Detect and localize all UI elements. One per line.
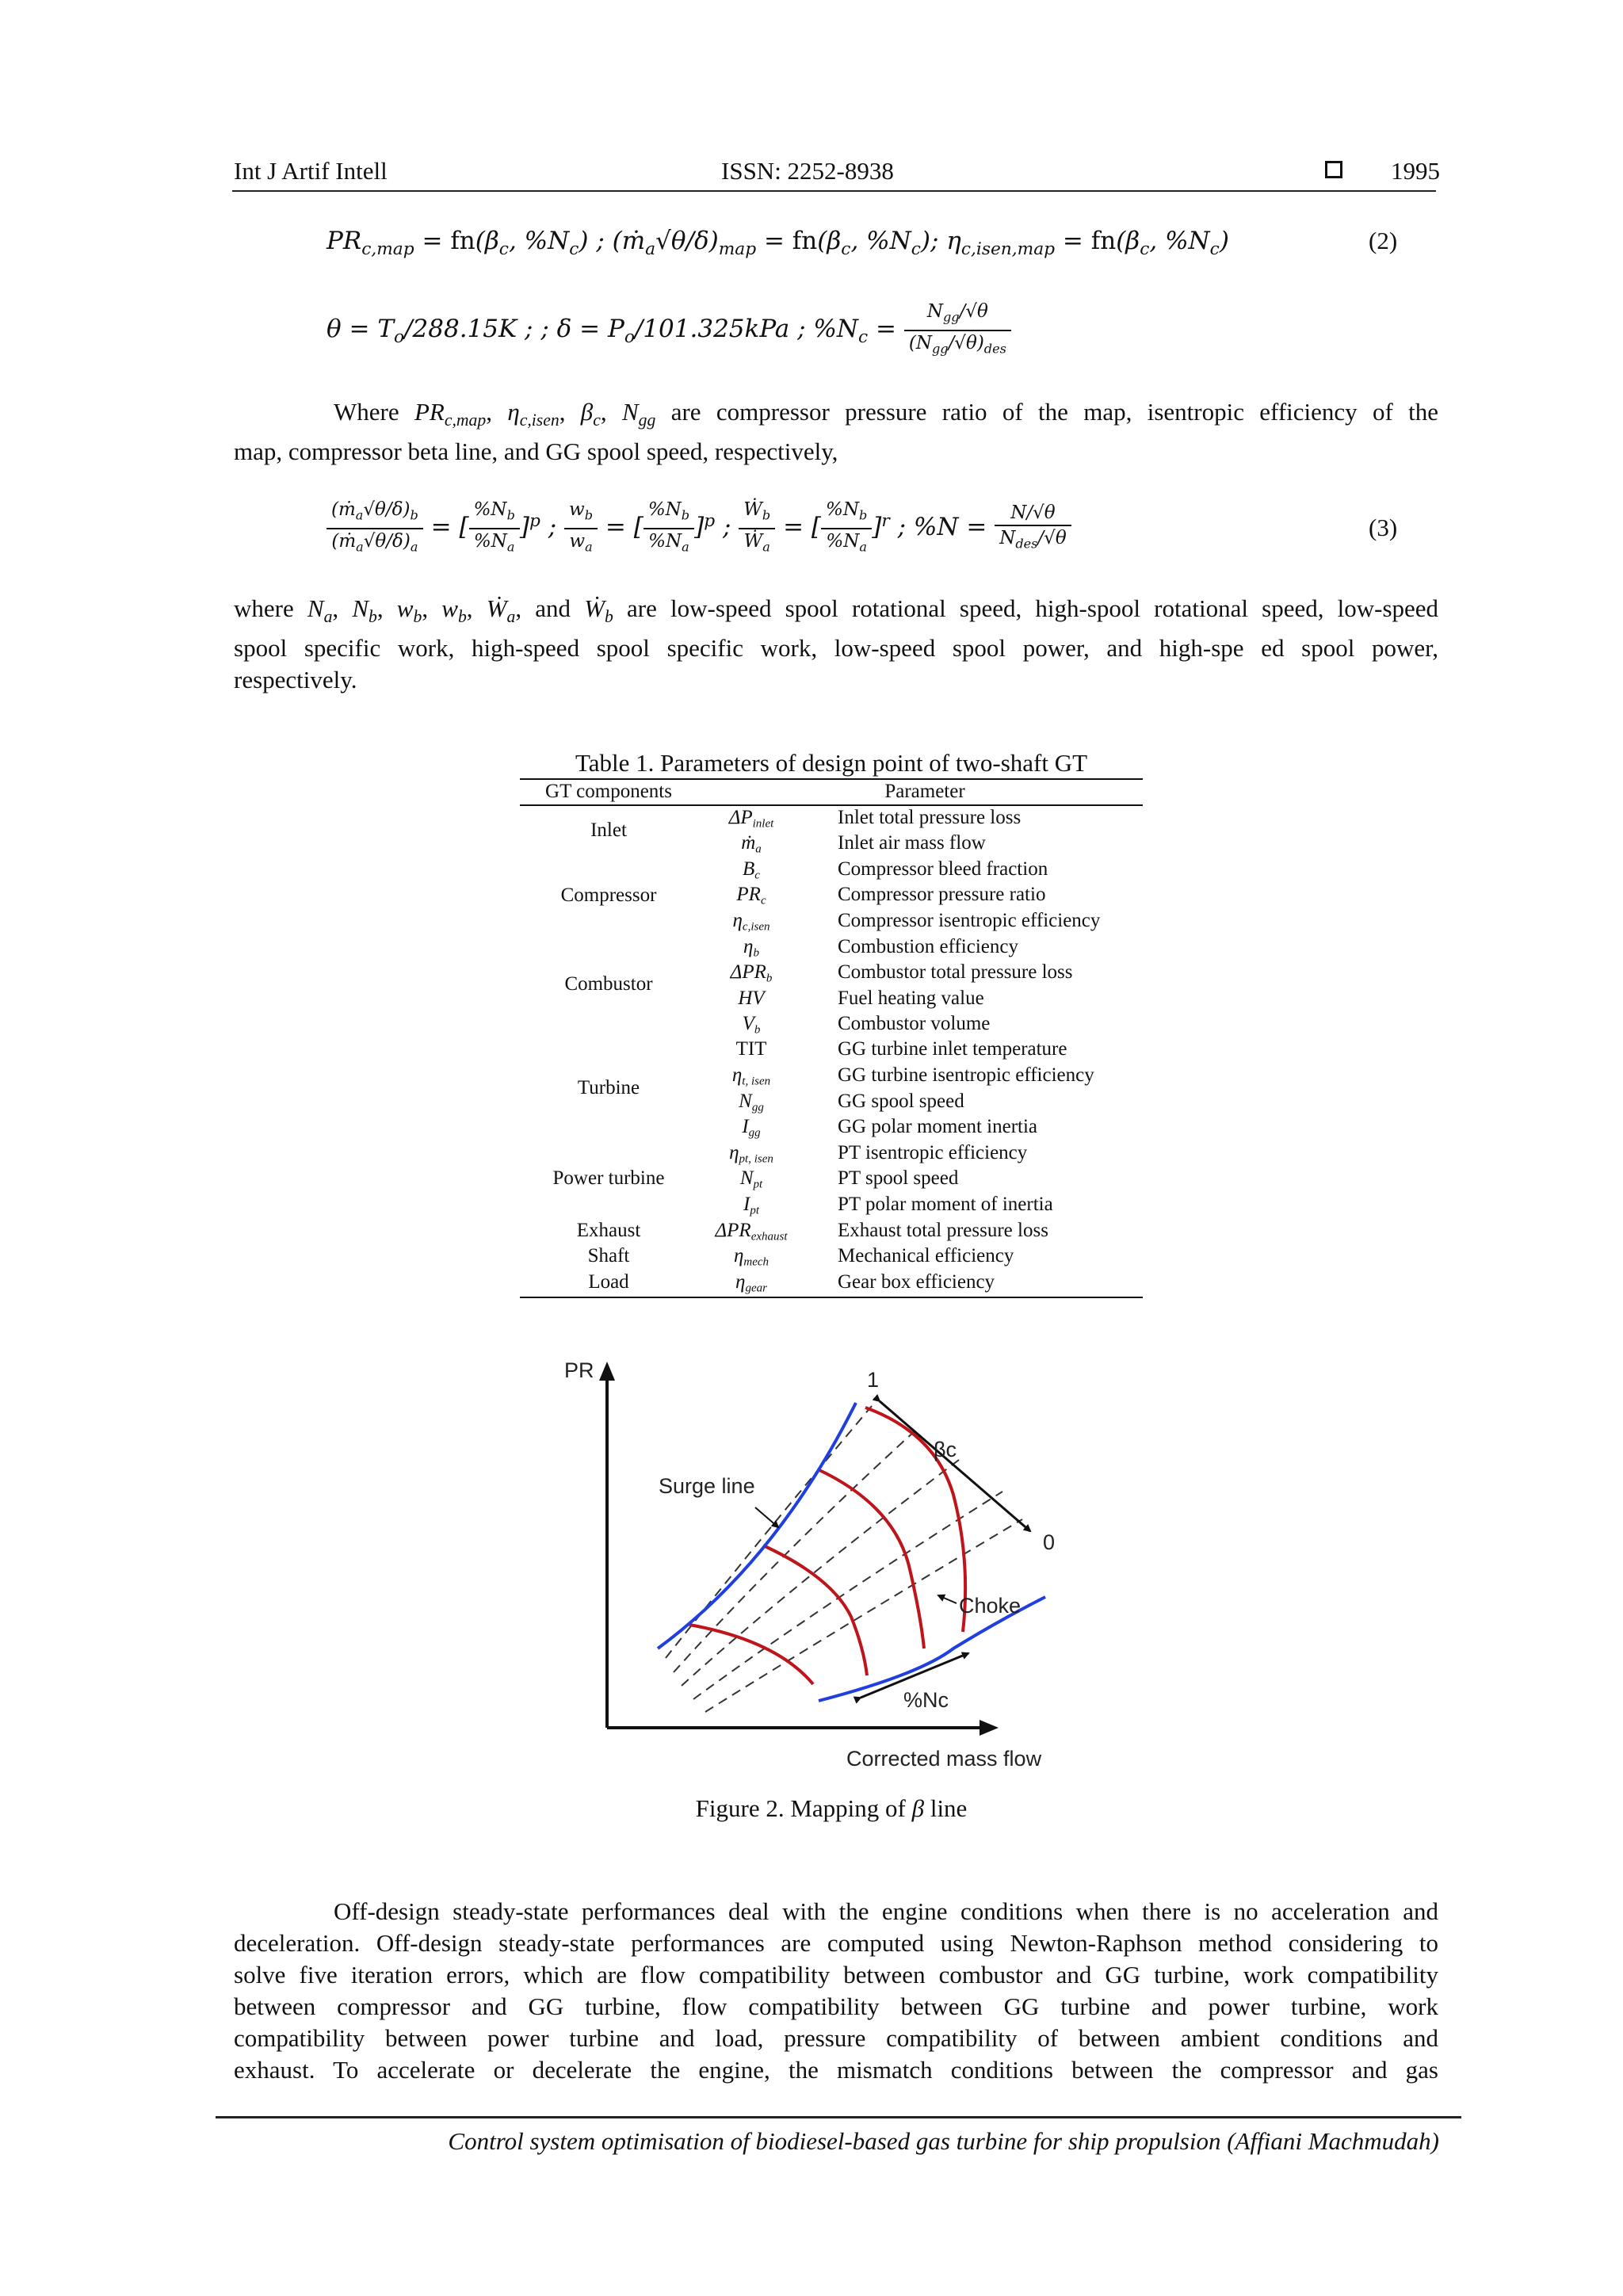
header-rule — [232, 190, 1436, 192]
issn: ISSN: 2252-8938 — [721, 157, 894, 185]
beta-line — [674, 1431, 915, 1672]
table-parameter: Compressor pressure ratio — [838, 884, 1046, 905]
table-symbol: $\eta_b$ — [743, 936, 759, 960]
y-axis-arrow-icon — [599, 1362, 615, 1381]
table-symbol: $\eta_{gear}$ — [735, 1271, 767, 1295]
table-symbol: $\eta_{t, isen}$ — [731, 1064, 771, 1088]
paragraph-line: solve five iteration errors, which are flow compatibility between combustor and GG turbine, work compatibility — [234, 1961, 1438, 1988]
table-symbol: $B_c$ — [743, 858, 760, 882]
beta-top-label: 1 — [867, 1368, 880, 1392]
table-symbol: HV — [738, 988, 765, 1009]
table-header-rule — [520, 804, 1143, 806]
table-component: Compressor — [560, 884, 657, 906]
table-component: Power turbine — [552, 1167, 665, 1189]
equation-2-line-2: $\theta = T_o/288.15K$ ; ; $\delta = P_o/101.325kPa$ ; $\%N_c$ = $\frac{N_{gg}/√\theta}{(N_{gg}/√\theta)_{des}}$ — [327, 300, 1011, 361]
surge-line — [658, 1403, 856, 1648]
beta-line — [693, 1492, 1002, 1699]
table-symbol: $I_{pt}$ — [743, 1194, 759, 1217]
table-parameter: Inlet total pressure loss — [838, 807, 1022, 828]
table-symbol: $\Delta PR_b$ — [730, 961, 773, 985]
figure-caption: Figure 2. Mapping of β line — [695, 1794, 968, 1822]
table-parameter: Fuel heating value — [838, 988, 984, 1009]
table-symbol: $I_{gg}$ — [742, 1116, 761, 1140]
beta-line-map-figure — [539, 1347, 1094, 1775]
beta-line — [666, 1406, 872, 1658]
paragraph-line: between compressor and GG turbine, flow compatibility between GG turbine and power turbine, work — [234, 1992, 1438, 2020]
table-parameter: Combustor total pressure loss — [838, 961, 1073, 983]
table-symbol: $PR_c$ — [736, 884, 766, 907]
paragraph-line: Off-design steady-state performances deal with the engine conditions when there is no acceleration and — [334, 1897, 1438, 1925]
where-paragraph-1: Where $PR_{c,map}$, $\eta_{c,isen}$, $\beta_c$, $N_{gg}$ are compressor pressure ratio of the map, isentropic efficiency of the map, compressor beta line, and GG spool speed, respectively, — [234, 396, 1438, 468]
choke-label: Choke — [959, 1594, 1022, 1618]
table-parameter: Compressor bleed fraction — [838, 858, 1048, 880]
footer-title: Control system optimisation of biodiesel-based gas turbine for ship propulsion (Affiani Machmudah) — [448, 2127, 1439, 2155]
table-parameter: Mechanical efficiency — [838, 1245, 1014, 1266]
table-symbol: $\Delta P_{inlet}$ — [728, 807, 774, 831]
choke-label-pointer — [938, 1595, 957, 1603]
beta-arrow — [880, 1401, 1030, 1531]
table-component: Load — [588, 1271, 629, 1293]
table-bottom-rule — [520, 1297, 1143, 1298]
table-caption: Table 1. Parameters of design point of two-shaft GT — [575, 749, 1088, 777]
beta-lines — [666, 1406, 1022, 1712]
table-header-parameter: Parameter — [884, 781, 965, 802]
where-paragraph-2: where $N_a$, $N_b$, $w_b$, $w_b$, Ẇ$_a$, and Ẇ$_b$ are low-speed spool rotational speed, high-spool rotational speed, low-speed spool specific work, high-speed spool specific work, low-speed spool power, and high-spe ed spool power, respectively. — [234, 593, 1438, 696]
table-parameter: GG spool speed — [838, 1091, 964, 1112]
y-axis-label: PR — [564, 1358, 594, 1382]
equation-3: $\frac{(ṁ_a√\theta/\delta)_b}{(ṁ_a√\theta/\delta)_a}$ = [ $\frac{\%N_b}{\%N_a}$ ]$^p$ ; $\frac{w_b}{w_a}$ = [ $\frac{\%N_b}{\%N_a}$ ]$^p$ ; $\frac{Ẇ_b}{Ẇ_a}$ = [ $\frac{\%N_b}{\%N_a}$ ]$^r$ ; %N = $\frac{N/√\theta}{N_{des}/√\theta}$ — [327, 498, 1071, 559]
paragraph-line: deceleration. Off-design steady-state performances are computed using Newton-Raphson method considering to — [234, 1929, 1438, 1957]
table-parameter: PT polar moment of inertia — [838, 1194, 1053, 1215]
journal-name: Int J Artif Intell — [234, 157, 388, 185]
table-symbol: $N_{pt}$ — [739, 1167, 763, 1191]
equation-2-number: (2) — [1369, 227, 1398, 254]
footer-rule — [216, 2116, 1461, 2118]
where-1-line-2: map, compressor beta line, and GG spool speed, respectively, — [234, 437, 838, 466]
table-component: Inlet — [590, 819, 627, 841]
table-parameter: Compressor isentropic efficiency — [838, 910, 1101, 931]
paragraph-line: compatibility between power turbine and load, pressure compatibility of between ambient conditions and — [234, 2024, 1438, 2052]
table-parameter: PT isentropic efficiency — [838, 1142, 1028, 1163]
table-parameter: GG turbine inlet temperature — [838, 1038, 1067, 1060]
beta-bottom-label: 0 — [1043, 1530, 1056, 1554]
table-symbol: TIT — [735, 1038, 767, 1060]
table-component: Shaft — [587, 1245, 630, 1266]
surge-label-pointer — [755, 1507, 778, 1527]
table-symbol: $V_b$ — [742, 1013, 761, 1037]
table-symbol: $\eta_{pt, isen}$ — [729, 1142, 773, 1166]
table-symbol: ṁ$_a$ — [741, 832, 762, 856]
surge-line-label: Surge line — [659, 1474, 755, 1498]
table-parameter: Exhaust total pressure loss — [838, 1220, 1048, 1241]
table-parameter: Gear box efficiency — [838, 1271, 995, 1293]
beta-label: βc — [934, 1438, 957, 1461]
table-component: Combustor — [564, 973, 653, 995]
equation-2-line-1: $PR_{c,map} = fn(\beta_c$, $\%N_c$) ; $(ṁ_a√\theta/\delta)_{map} = fn(\beta_c$, $\%N_c$); $\eta_{c,isen,map} = fn(\beta_c$, $\%N_c$) — [327, 227, 1229, 260]
square-icon — [1325, 161, 1342, 178]
table-parameter: Combustor volume — [838, 1013, 991, 1034]
where-2-line-2: spool specific work, high-speed spool specific work, low-speed spool power, and high-spe ed spool power, — [234, 634, 1438, 663]
table-parameter: Combustion efficiency — [838, 936, 1018, 957]
speed-line — [818, 1469, 924, 1648]
table-header-components: GT components — [545, 781, 672, 802]
equation-3-number: (3) — [1369, 514, 1398, 541]
x-axis-arrow-icon — [980, 1720, 999, 1736]
paragraph-line: exhaust. To accelerate or decelerate the engine, the mismatch conditions between the compressor and gas — [234, 2056, 1438, 2084]
table-parameter: GG turbine isentropic efficiency — [838, 1064, 1094, 1086]
table-component: Turbine — [577, 1077, 640, 1098]
table-parameter: PT spool speed — [838, 1167, 959, 1189]
page-number: 1995 — [1391, 157, 1440, 185]
x-axis-label: Corrected mass flow — [846, 1747, 1042, 1771]
table-parameter: Inlet air mass flow — [838, 832, 986, 854]
where-2-line-3: respectively. — [234, 666, 357, 694]
table-symbol: $\Delta PR_{exhaust}$ — [715, 1220, 788, 1244]
speed-label: %Nc — [903, 1688, 949, 1712]
table-parameter: GG polar moment inertia — [838, 1116, 1038, 1137]
table-symbol: $\eta_{mech}$ — [733, 1245, 769, 1269]
off-design-paragraph — [234, 1896, 1438, 2086]
table-symbol: $N_{gg}$ — [739, 1091, 764, 1114]
table-symbol: $\eta_{c,isen}$ — [732, 910, 770, 934]
table-component: Exhaust — [576, 1220, 641, 1241]
